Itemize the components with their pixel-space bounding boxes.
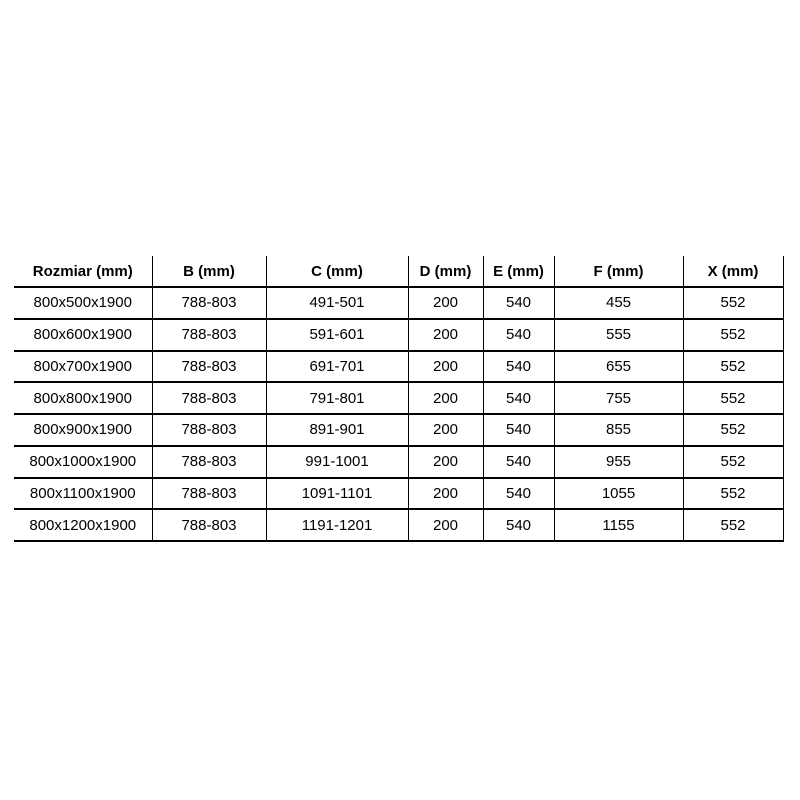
table-cell: 788-803 xyxy=(152,509,266,541)
table-cell: 1155 xyxy=(554,509,683,541)
column-header: D (mm) xyxy=(408,256,483,287)
table-cell: 800x900x1900 xyxy=(14,414,152,446)
table-cell: 800x700x1900 xyxy=(14,351,152,383)
column-header: X (mm) xyxy=(683,256,783,287)
table-cell: 200 xyxy=(408,446,483,478)
table-cell: 491-501 xyxy=(266,287,408,319)
table-cell: 200 xyxy=(408,319,483,351)
table-cell: 788-803 xyxy=(152,446,266,478)
table-cell: 955 xyxy=(554,446,683,478)
table-row xyxy=(14,382,783,414)
table-cell: 540 xyxy=(483,478,554,510)
column-header: B (mm) xyxy=(152,256,266,287)
table-cell: 855 xyxy=(554,414,683,446)
table-cell: 540 xyxy=(483,414,554,446)
table-cell: 591-601 xyxy=(266,319,408,351)
column-header: Rozmiar (mm) xyxy=(14,256,152,287)
header-row xyxy=(14,256,783,287)
table-cell: 791-801 xyxy=(266,382,408,414)
table-cell: 552 xyxy=(683,382,783,414)
table-cell: 200 xyxy=(408,382,483,414)
table-cell: 552 xyxy=(683,414,783,446)
table-cell: 552 xyxy=(683,509,783,541)
table-cell: 655 xyxy=(554,351,683,383)
table-cell: 552 xyxy=(683,478,783,510)
table-cell: 788-803 xyxy=(152,382,266,414)
table-cell: 891-901 xyxy=(266,414,408,446)
table-body xyxy=(14,287,783,541)
table-cell: 1191-1201 xyxy=(266,509,408,541)
table-cell: 200 xyxy=(408,287,483,319)
table-cell: 788-803 xyxy=(152,287,266,319)
table-head xyxy=(14,256,783,287)
table-cell: 800x500x1900 xyxy=(14,287,152,319)
table-row xyxy=(14,509,783,541)
table-cell: 800x600x1900 xyxy=(14,319,152,351)
table-cell: 200 xyxy=(408,414,483,446)
table-cell: 788-803 xyxy=(152,478,266,510)
table-cell: 552 xyxy=(683,287,783,319)
table-cell: 755 xyxy=(554,382,683,414)
table-cell: 555 xyxy=(554,319,683,351)
table-row xyxy=(14,319,783,351)
table-row xyxy=(14,414,783,446)
table-cell: 1055 xyxy=(554,478,683,510)
table-cell: 800x1100x1900 xyxy=(14,478,152,510)
table-cell: 788-803 xyxy=(152,351,266,383)
table-row xyxy=(14,446,783,478)
table-cell: 540 xyxy=(483,287,554,319)
table-cell: 552 xyxy=(683,319,783,351)
table-cell: 991-1001 xyxy=(266,446,408,478)
table-cell: 800x800x1900 xyxy=(14,382,152,414)
column-header: C (mm) xyxy=(266,256,408,287)
table-cell: 1091-1101 xyxy=(266,478,408,510)
table-cell: 540 xyxy=(483,446,554,478)
table-cell: 455 xyxy=(554,287,683,319)
table-row xyxy=(14,351,783,383)
table-cell: 540 xyxy=(483,509,554,541)
table-cell: 691-701 xyxy=(266,351,408,383)
table-row xyxy=(14,478,783,510)
table-cell: 200 xyxy=(408,478,483,510)
table-cell: 800x1200x1900 xyxy=(14,509,152,541)
table-cell: 540 xyxy=(483,351,554,383)
table-cell: 552 xyxy=(683,446,783,478)
dimensions-table xyxy=(14,256,784,542)
table-cell: 540 xyxy=(483,319,554,351)
column-header: E (mm) xyxy=(483,256,554,287)
table-cell: 540 xyxy=(483,382,554,414)
column-header: F (mm) xyxy=(554,256,683,287)
table-row xyxy=(14,287,783,319)
table-cell: 800x1000x1900 xyxy=(14,446,152,478)
table-cell: 552 xyxy=(683,351,783,383)
table-cell: 788-803 xyxy=(152,319,266,351)
table-cell: 200 xyxy=(408,509,483,541)
table-cell: 200 xyxy=(408,351,483,383)
table-cell: 788-803 xyxy=(152,414,266,446)
